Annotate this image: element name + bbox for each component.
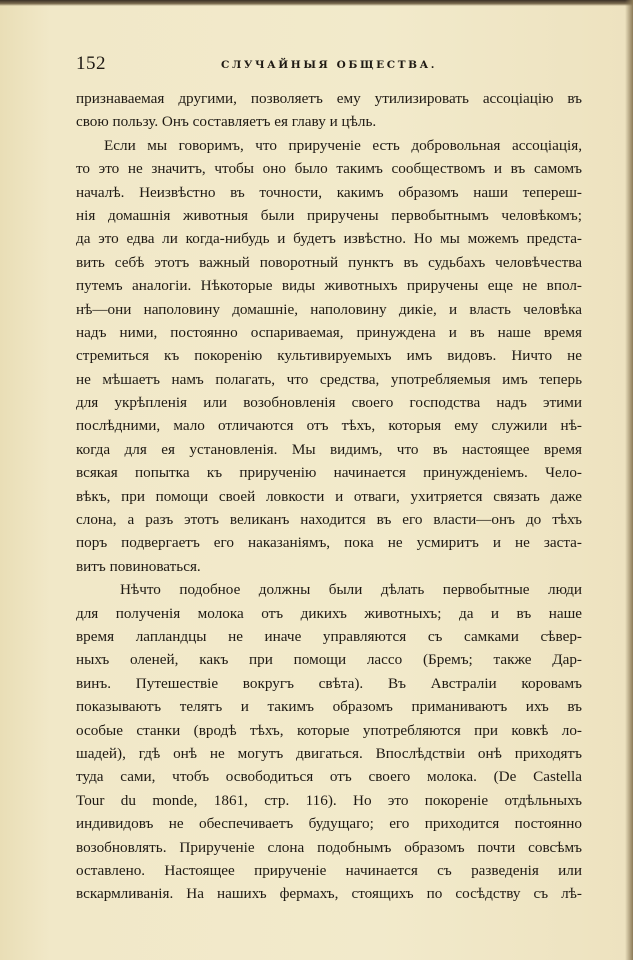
- text-line: винъ. Путешествіе вокругъ свѣта). Въ Австраліи коровамъ: [76, 674, 582, 692]
- text-line: особые станки (вродѣ тѣхъ, которые употребляются при ковкѣ ло-: [76, 721, 582, 739]
- text-line: нѣ—они наполовину домашніе, наполовину дикіе, и власть человѣка: [76, 300, 582, 318]
- page-header: [76, 53, 582, 77]
- text-line: свою пользу. Онъ составляетъ ея главу и цѣль.: [76, 113, 377, 131]
- text-line: надъ ними, постоянно оспариваемая, принуждена и въ наше время: [76, 323, 582, 341]
- text-line: признаваемая другими, позволяетъ ему утилизировать ассоціацію въ: [76, 90, 582, 107]
- text-line: индивидовъ не обеспечиваетъ будущаго; его приходится постоянно: [76, 815, 582, 833]
- text-line: Tour du monde, 1861, стр. 116). Но это покореніе отдѣльныхъ: [76, 791, 582, 809]
- text-line: послѣдними, мало отличаются отъ тѣхъ, которыя ему служили нѣ-: [76, 417, 582, 435]
- text-line: всякая попытка къ прирученію начинается принужденіемъ. Чело-: [76, 464, 582, 482]
- text-line: Нѣчто подобное должны были дѣлать первобытные люди: [120, 581, 582, 599]
- text-line: для укрѣпленія или возобновленія своего господства надъ этими: [76, 394, 582, 412]
- text-line: туда сами, чтобъ освободиться отъ своего молока. (De Castella: [76, 768, 582, 786]
- text-line: время лапландцы не иначе управляются съ самками сѣвер-: [76, 627, 582, 645]
- text-line: поръ подвергаетъ его наказаніямъ, пока не усмиритъ и не заста-: [76, 534, 582, 552]
- text-line: стремиться къ покоренію культивируемыхъ имъ видовъ. Ничто не: [76, 347, 582, 365]
- text-line: началѣ. Неизвѣстно въ точности, какимъ образомъ наши тепереш-: [76, 183, 582, 201]
- text-line: витъ повиноваться.: [76, 557, 201, 575]
- text-line: Если мы говоримъ, что прирученіе есть добровольная ассоціація,: [104, 136, 582, 154]
- text-line: вѣкъ, при помощи своей ловкости и отваги, ухитряется связать даже: [76, 487, 582, 505]
- text-line: возобновлять. Прирученіе слона подобнымъ образомъ почти совсѣмъ: [76, 838, 582, 856]
- text-line: путемъ аналогіи. Нѣкоторые виды животныхъ приручены еще не впол-: [76, 277, 582, 295]
- text-line: да это едва ли когда-нибудь и будетъ извѣстно. Но мы можемъ предста-: [76, 230, 582, 248]
- text-line: шадей), гдѣ онѣ не могутъ двигаться. Впослѣдствіи онѣ приходятъ: [76, 744, 582, 762]
- page-number: 152: [76, 53, 106, 74]
- text-line: слона, а разъ этотъ великанъ находится въ его власти—онъ до тѣхъ: [76, 511, 582, 529]
- text-line: для полученія молока отъ дикихъ животныхъ; да и въ наше: [76, 604, 582, 622]
- text-line: ныхъ оленей, какъ при помощи лассо (Бремъ; также Дар-: [76, 651, 582, 669]
- text-line: когда для ея установленія. Мы видимъ, что въ настоящее время: [76, 440, 582, 458]
- text-line: вить себѣ этотъ важный поворотный пунктъ въ судьбахъ человѣчества: [76, 253, 582, 271]
- text-line: вскармливанія. На нашихъ фермахъ, стоящихъ по сосѣдству съ лѣ-: [76, 885, 582, 903]
- text-line: не мѣшаетъ намъ полагать, что средства, употребляемыя имъ теперь: [76, 370, 582, 388]
- text-line: нія домашнія животныя были приручены первобытнымъ человѣкомъ;: [76, 206, 582, 224]
- text-line: оставлено. Настоящее прирученіе начинается съ разведенія или: [76, 861, 582, 879]
- body-text: [76, 87, 582, 906]
- text-line: то это не значитъ, чтобы оно было такимъ сообществомъ и въ самомъ: [76, 160, 582, 178]
- page-top-shadow: [0, 0, 633, 6]
- page-binding-shadow: [625, 0, 633, 960]
- text-line: показываютъ телятъ и такимъ образомъ приманиваютъ ихъ въ: [76, 698, 582, 716]
- running-head: СЛУЧАЙНЫЯ ОБЩЕСТВА.: [220, 59, 438, 71]
